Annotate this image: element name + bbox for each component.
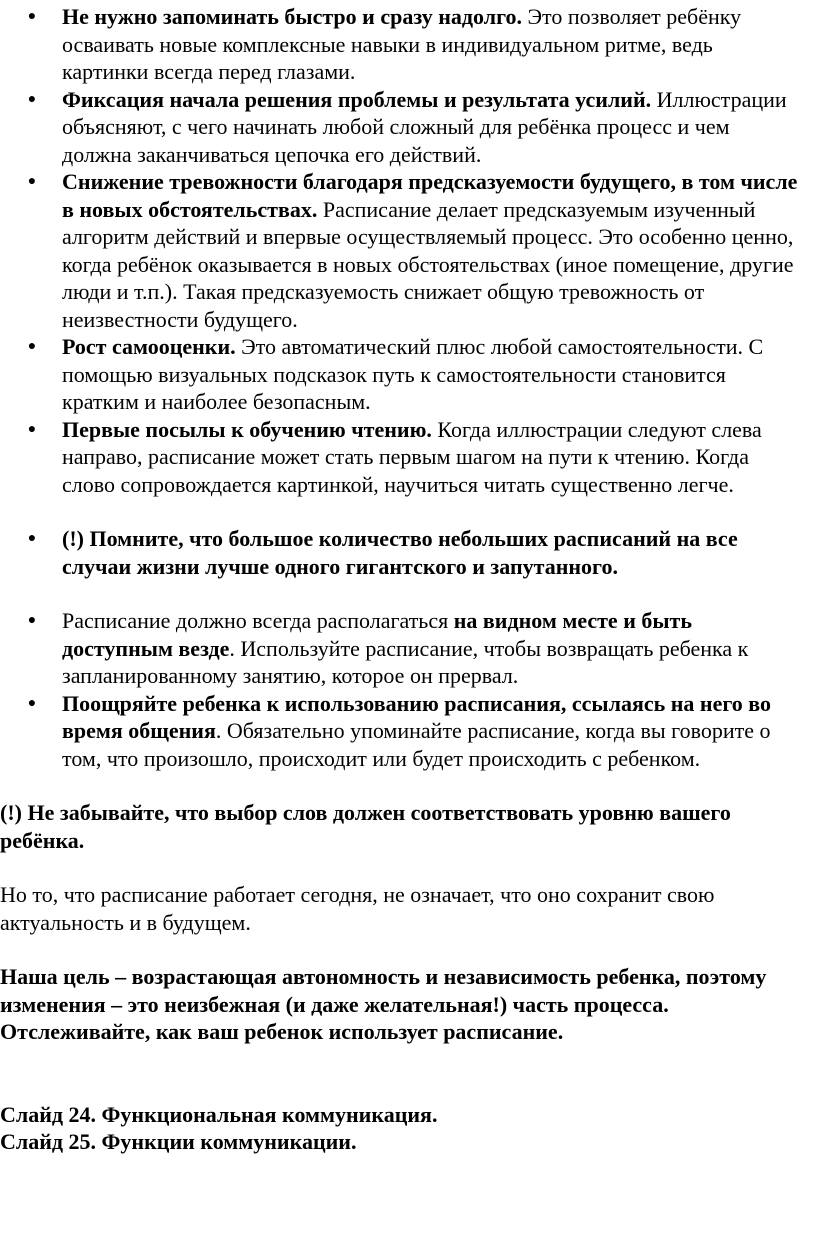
list-item — [27, 690, 804, 773]
reminder-text: (!) Помните, что большое количество небольших расписаний на все случаи жизни лучше одного гигантского и запутанного. — [62, 526, 738, 579]
advice-list — [0, 607, 816, 772]
item-text: . Обязательно упоминайте расписание, когда вы говорите о том, что произошло, происходит или будет происходить с ребенком. — [62, 718, 771, 771]
item-heading: Не нужно запоминать быстро и сразу надолго. — [62, 4, 523, 29]
list-item — [27, 607, 804, 690]
para-goal-text: Наша цель – возрастающая автономность и независимость ребенка, поэтому изменения – это неизбежная (и даже желательная!) часть процесса. Отслеживайте, как ваш ребенок использует расписание. — [0, 964, 767, 1044]
list-item — [27, 168, 804, 333]
slide-24-title — [0, 1101, 806, 1129]
para-today-text: Но то, что расписание работает сегодня, не означает, что оно сохранит свою актуальность и в будущем. — [0, 882, 715, 935]
item-heading: Рост самооценки. — [62, 334, 236, 359]
para-goal — [0, 963, 806, 1046]
item-heading: Первые посылы к обучению чтению. — [62, 416, 432, 442]
item-heading: Поощряйте ребенка к использованию расписания, ссылаясь на него во время общения — [62, 690, 772, 743]
bullet-icon: ● — [27, 421, 37, 437]
bullet-icon: ● — [27, 174, 37, 189]
para-today — [0, 881, 806, 936]
list-item — [27, 333, 804, 416]
bullet-icon: ● — [27, 531, 37, 546]
item-text: Расписание должно всегда располагаться — [62, 608, 454, 633]
item-text: Расписание делает предсказуемым изученный алгоритм действий и впервые осуществляемый процесс. Это особенно ценно, когда ребёнок оказывается в новых обстоятельствах (иное помещение, другие люди и т.п.). Такая предсказуемость снижает общую тревожность от неизвестности будущего. — [62, 196, 794, 332]
slide-25-title — [0, 1128, 806, 1156]
list-item — [27, 416, 804, 499]
item-heading: Снижение тревожности благодаря предсказуемости будущего, в том числе в новых обстоятельствах. — [62, 169, 798, 222]
list-item — [27, 3, 804, 86]
slide-24-text: Слайд 24. Функциональная коммуникация. — [0, 1101, 438, 1127]
reminder-list — [0, 525, 816, 580]
bullet-icon: ● — [27, 9, 37, 24]
item-text: Иллюстрации объясняют, с чего начинать любой сложный для ребёнка процесс и чем должна заканчиваться цепочка его действий. — [62, 86, 787, 167]
bullet-icon: ● — [27, 339, 37, 354]
list-item — [27, 525, 804, 580]
slide-25-text: Слайд 25. Функции коммуникации. — [0, 1129, 357, 1154]
item-text: Это автоматический плюс любой самостоятельности. С помощью визуальных подсказок путь к самостоятельности становится кратким и наиболее безопасным. — [62, 334, 764, 414]
item-heading: Фиксация начала решения проблемы и результата усилий. — [62, 86, 652, 112]
bullet-icon: ● — [27, 91, 37, 107]
item-heading: на видном месте и быть доступным везде — [62, 608, 692, 661]
list-item — [27, 86, 804, 169]
benefits-list — [0, 3, 816, 498]
item-text: Когда иллюстрации следуют слева направо, расписание может стать первым шагом на пути к чтению. Когда слово сопровождается картинкой, научиться читать существенно легче. — [62, 416, 762, 497]
bullet-icon: ● — [27, 613, 37, 628]
bullet-icon: ● — [27, 695, 37, 711]
note-words — [0, 799, 806, 854]
item-text: Это позволяет ребёнку осваивать новые комплексные навыки в индивидуальном ритме, ведь картинки всегда перед глазами. — [62, 4, 742, 84]
document-page — [0, 3, 816, 1247]
note-words-text: (!) Не забывайте, что выбор слов должен соответствовать уровню вашего ребёнка. — [0, 800, 731, 853]
item-text: . Используйте расписание, чтобы возвращать ребенка к запланированному занятию, которое он прервал. — [62, 635, 749, 688]
